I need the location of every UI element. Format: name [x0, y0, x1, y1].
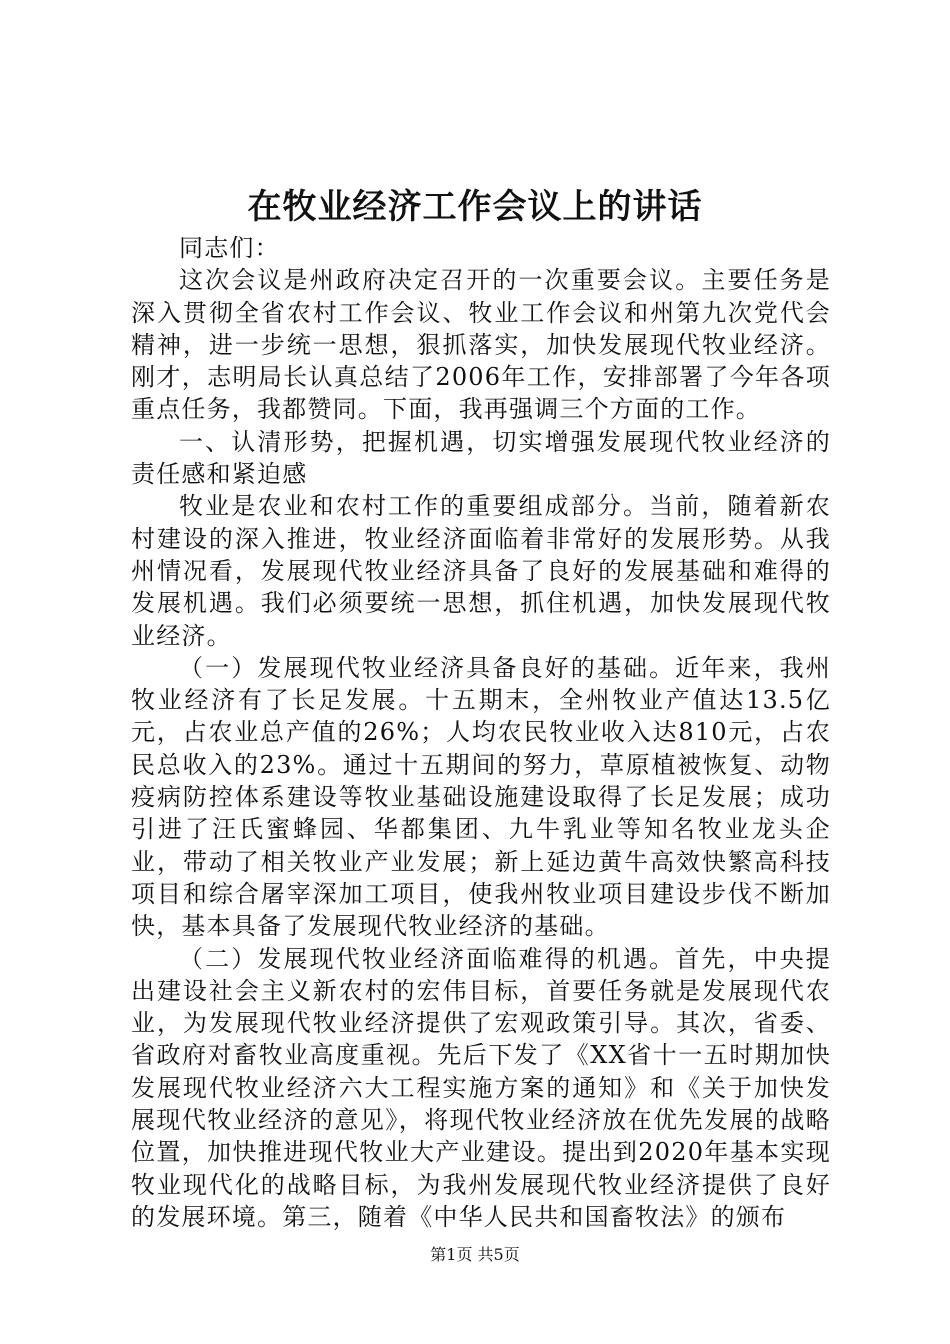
section-heading-1: 一、认清形势，把握机遇，切实增强发展现代牧业经济的责任感和紧迫感: [131, 427, 831, 489]
paragraph-section-1: 牧业是农业和农村工作的重要组成部分。当前，随着新农村建设的深入推进，牧业经济面临着非常好的发展形势。从我州情况看，发展现代牧业经济具备了良好的发展基础和难得的发展机遇。我们必须要统一思想，抓住机遇，加快发展现代牧业经济。: [131, 492, 831, 650]
document-body: [131, 232, 831, 1233]
paragraph-subsection-2: （二）发展现代牧业经济面临难得的机遇。首先，中央提出建设社会主义新农村的宏伟目标，首要任务就是发展现代农业，为发展现代牧业经济提供了宏观政策引导。其次，省委、省政府对畜牧业高度重视。先后下发了《XX省十一五时期加快发展现代牧业经济六大工程实施方案的通知》和《关于加快发展现代牧业经济的意见》，将现代牧业经济放在优先发展的战略位置，加快推进现代牧业大产业建设。提出到2020年基本实现牧业现代化的战略目标，为我州发展现代牧业经济提供了良好的发展环境。第三，随着《中华人民共和国畜牧法》的颁布: [131, 944, 831, 1231]
page-footer: 第1页 共5页: [430, 1245, 520, 1264]
paragraph-subsection-1: （一）发展现代牧业经济具备良好的基础。近年来，我州牧业经济有了长足发展。十五期末，全州牧业产值达13.5亿元，占农业总产值的26%；人均农民牧业收入达810元，占农民总收入的23%。通过十五期间的努力，草原植被恢复、动物疫病防控体系建设等牧业基础设施建设取得了长足发展；成功引进了汪氏蜜蜂园、华都集团、九牛乳业等知名牧业龙头企业，带动了相关牧业产业发展；新上延边黄牛高效快繁高科技项目和综合屠宰深加工项目，使我州牧业项目建设步伐不断加快，基本具备了发展现代牧业经济的基础。: [131, 653, 831, 941]
document-title: 在牧业经济工作会议上的讲话: [247, 187, 703, 227]
paragraph-intro: 这次会议是州政府决定召开的一次重要会议。主要任务是深入贯彻全省农村工作会议、牧业工作会议和州第九次党代会精神，进一步统一思想，狠抓落实，加快发展现代牧业经济。刚才，志明局长认真总结了2006年工作，安排部署了今年各项重点任务，我都赞同。下面，我再强调三个方面的工作。: [131, 266, 831, 424]
salutation: 同志们：: [179, 234, 280, 262]
